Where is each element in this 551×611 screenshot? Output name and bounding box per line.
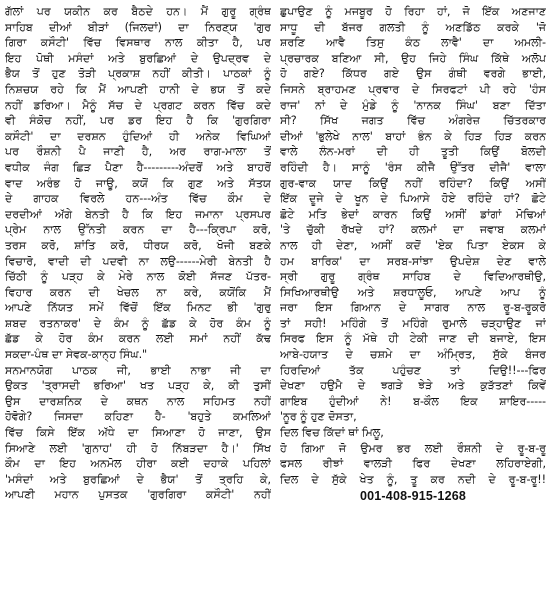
text-line: ਸਾਹਿਬ ਦੀਆਂ ਬੀੜਾਂ (ਜਿਲਦਾਂ) ਦਾ ਨਿਰਣ੍ਯ 'ਗੁਰ [5,20,271,34]
text-line: ਵਿੱਚ ਕਿਸੇ ਇੱਕ ਅੱਧੇ ਦਾ ਸਿਆਣਾ ਹੋ ਜਾਣਾ, ਉਸ [5,426,271,440]
text-line: ਕਸੌਟੀ' ਦਾ ਦਰਸ਼ਨ ਹੁੰਦਿਆਂ ਹੀ ਅਨੇਕ ਵਿਘਿਆਂ [5,129,271,143]
text-line: ਗੱਲਾਂ ਪਰ ਯਕੀਨ ਕਰ ਬੈਠਦੇ ਹਨ। ਮੈਂ ਗੁਰੂ ਗ੍ਰੰਥ [5,5,271,18]
text-line: 'ਤੇ ਚੁੱਕੀ ਰੱਖਦੇ ਹਾਂ? ਕਲਮਾਂ ਦਾ ਜਵਾਬ ਕਲਮਾਂ [280,223,546,237]
text-line: ਦੇ ਗਾਹਕ ਵਿਰਲੇ ਹਨ---ਅੰਤ ਵਿੱਚ ਕੌਮ ਦੇ [5,192,271,206]
text-line: 'ਮਸੰਦਾਂ ਅਤੇ ਬੁਰਛਿਆਂ ਦੇ ਭੈਯ' ਤੋਂ ਤ੍ਰਹਿ ਕੇ, [5,472,271,486]
text-line: ਹਿਰਦਿਆਂ ਤੱਕ ਪਹੁੰਚਣ ਤਾਂ ਦਿਉ!!---ਫਿਰ [280,363,546,377]
text-line: ਸਿਆਣੇ ਲਈ 'ਗੁਨਾਹ' ਹੀ ਹੋ ਨਿੱਬੜਦਾ ਹੈ।' ਸਿੱਖ [5,441,271,455]
text-line: ਤਾਂ ਸਹੀ! ਮਹਿੰਗੇ ਤੋਂ ਮਹਿੰਗੇ ਰੁਮਾਲੇ ਚੜ੍ਹਾਉਣ ਜਾਂ [280,316,546,330]
text-line: ਸ਼ਬਦ ਰਤਨਾਕਰ' ਦੇ ਕੰਮ ਨੂੰ ਛੱਡ ਕੇ ਹੋਰ ਕੰਮ ਨੂੰ [5,316,271,330]
text-line: ਆਬੇ-ਹਯਾਤ ਦੇ ਚਸ਼ਮੇ ਦਾ ਅੰਮ੍ਰਿਤ, ਸੁੱਕੇ ਬੰਜਰ [280,348,546,362]
text-line: ਹੋਵੋਗੇ? ਜਿਸਦਾ ਕਹਿਣਾ ਹੈ- 'ਬਹੁਤੇ ਕਮਲਿਆਂ [5,410,271,424]
text-line: ਸਾਧੂ ਦੀ ਬੱਜਰ ਗਲਤੀ ਨੂੰ ਅਣਡਿੱਠ ਕਰਕੇ 'ਜੋ [280,20,546,34]
text-line: ਪ੍ਰਚਾਰਕ ਬਣਿਆ ਸੀ, ਉਹ ਜਿਹੇ ਸਿੰਘ ਕਿੱਥੇ ਅਲੋਪ [280,51,546,65]
text-line: ਰਹਿੰਦੀ ਹੈ। ਸਾਨੂੰ 'ਰੰਸ ਕੀਜੈ ਉੱਤਰ ਦੀਜੈ' ਵਾਲਾ [280,160,546,174]
text-line: ਭੈਯ ਤੋਂ ਹੁਣ ਤੋੜੀ ਪ੍ਰਕਾਸ਼ ਨਹੀਂ ਕੀਤੀ। ਪਾਠਕਾਂ ਨੂੰ [5,67,271,81]
text-line: ਸ਼ਰਣਿ ਆਵੈ ਤਿਸੁ ਕੰਠ ਲਾਵੈ' ਦਾ ਅਮਲੀ- [280,36,546,50]
text-line: ਹੋ ਗਿਆ ਜੋ ਉਮਰ ਭਰ ਲਈ ਰੌਸ਼ਨੀ ਦੇ ਰੂ-ਬ-ਰੂ [280,441,546,455]
text-line: 'ਨੂਰ ਨੂੰ ਹੁਣ ਦੋਸਤਾ, [280,410,357,424]
text-line: ਆਪਣੀ ਮਹਾਨ ਪੁਸਤਕ 'ਗੁਰਗਿਰਾ ਕਸੌਟੀ' ਨਹੀਂ [5,488,271,502]
text-line: ਆਪਣੇ ਨਿੱਯਤ ਸਮੇਂ ਵਿੱਚੋਂ ਇੱਕ ਮਿਨਟ ਭੀ 'ਗੁਰੁ [5,301,271,315]
text-line: ਗੁਰ-ਵਾਕ ਯਾਦ ਕਿਉਂ ਨਹੀਂ ਰਹਿੰਦਾ? ਕਿਉਂ ਅਸੀਂ [280,176,546,190]
text-line: ਵਿਹਾਰ ਕਰਨ ਦੀ ਖੇਚਲ ਨਾ ਕਰੇ, ਕਯੋਂਕਿ ਮੈਂ [5,285,271,299]
text-line: ਵਧੀਕ ਜੰਗ ਛਿੜ ਪੈਣਾ ਹੈ---------ਅੰਦਰੋਂ ਅਤੇ ਬਾਹਰੋਂ [5,160,271,174]
text-line: ਜਿਸਨੇ ਬ੍ਰਾਹਮਣ ਪ੍ਰਵਾਰ ਦੇ ਸਿਰਫਟਾਂ ਪੀ ਰਹੇ 'ਹੰਸ [280,82,546,96]
text-line: ਉਸ ਦਾਰਸ਼ਨਿਕ ਦੇ ਕਥਨ ਨਾਲ ਸਹਿਮਤ ਨਹੀਂ [5,394,271,408]
right-text-column [280,4,546,611]
text-line: ਵਾਦ ਅਰੰਭ ਹੋ ਜਾਊ, ਕਯੋਂ ਕਿ ਗੁਣ ਅਤੇ ਸੱਤਯ [5,176,271,190]
text-line: ਸਿਰਫ ਇਸ ਨੂੰ ਮੱਥੇ ਹੀ ਟੇਕੀ ਜਾਣ ਦੀ ਬਜਾਏ, ਇਸ [280,332,546,346]
text-line: ਵੀ ਸੰਕੋਚ ਨਹੀਂ, ਪਰ ਡਰ ਇਹ ਹੈ ਕਿ 'ਗੁਰਗਿਰਾ [5,114,271,128]
text-line: ਵਿਚਾਰੋ, ਵਾਦੀ ਦੀ ਪਦਵੀ ਨਾ ਲਉ------ਮੇਰੀ ਬੇਨਤੀ ਹੈ [5,254,271,268]
text-line: ਜਰਾ ਇਸ ਗਿਆਨ ਦੇ ਸਾਗਰ ਨਾਲ ਰੂ-ਬ-ਰੂਕਰੋ [280,301,546,315]
text-line: ਨਿਸ਼ਚਯ ਰਹੇ ਕਿ ਮੈਂ ਆਪਣੀ ਹਾਨੀ ਦੇ ਭਯ ਤੋਂ ਕਦੇ [5,82,271,96]
text-line: ਚਿੱਠੀ ਨੂੰ ਪੜ੍ਹ ਕੇ ਮੇਰੇ ਨਾਲ ਕੋਈ ਸੱਜਣ ਪੱਤਰ- [5,270,271,284]
text-line: ਛੱਡ ਕੇ ਹੋਰ ਕੰਮ ਕਰਨ ਲਈ ਸਮਾਂ ਨਹੀਂ ਕੱਢ [5,332,271,346]
text-line: ਉਕਤ 'ਤ੍ਰਾਸਦੀ ਭਰਿਆ' ਖਤ ਪੜ੍ਹ ਕੇ, ਕੀ ਤੁਸੀਂ [5,379,271,393]
text-line: ਦਿਲ ਦੇ ਸੁੱਕੇ ਖੇਤ ਨੂੰ, ਤੂ ਕਰ ਨਦੀ ਦੇ ਰੂ-ਬ-ਰੂ!! [280,472,546,486]
text-line: ਹਮ ਬਾਰਿਕ' ਦਾ ਸਰਬ-ਸਾਂਝਾ ਉਪਦੇਸ਼ ਦੇਣ ਵਾਲੇ [280,254,546,268]
text-line: ਗਾਇਬ ਹੁੰਦੀਆਂ ਨੇ! ਬ-ਕੌਲ ਇਕ ਸ਼ਾਇਰ----- [280,394,546,408]
text-line: ਛੋਟੇ ਮਤਿ ਭੇਦਾਂ ਕਾਰਨ ਕਿਉਂ ਅਸੀਂ ਡਾਂਗਾਂ ਮੋਢਿਆਂ [280,207,546,221]
text-line: ਕੌਮ ਦਾ ਇਹ ਅਨਮੋਲ ਹੀਰਾ ਕਈ ਦਹਾਕੇ ਪਹਿਲਾਂ [5,457,271,471]
text-line: ਛੁਪਾਉਣ ਨੂੰ ਮਜਬੂਰ ਹੋ ਰਿਹਾ ਹਾਂ, ਜੋ ਇੱਕ ਅਣਜਾਣ [280,5,546,18]
text-line: ਵਾਲੇ ਲੰਨ-ਮਰਾਂ ਦੀ ਹੀ ਤੂਤੀ ਕਿਉਂ ਬੋਲਦੀ [280,145,546,159]
text-line: ਹੋ ਗਏ? ਕਿੱਧਰ ਗਏ ਉਸ ਗੰਥੀ ਵਰਗੇ ਭਾਈ, [280,67,546,81]
text-line: ਨਾਲ ਹੀ ਦੇਣਾ, ਅਸੀਂ ਕਦੋਂ 'ਏਕ ਪਿਤਾ ਏਕਸ ਕੇ [280,238,546,252]
text-line: ਪਰ ਰੌਸ਼ਨੀ ਪੈ ਜਾਣੀ ਹੈ, ਅਰ ਰਾਗ-ਮਾਲਾ ਤੋਂ [5,145,271,159]
text-line: ਦੇਖਣਾ ਹਉਮੈ ਦੇ ਝਗੜੇ ਝੇੜੇ ਅਤੇ ਕੁੜੱਤਣਾਂ ਕਿਵੇਂ [280,379,546,393]
text-line: ਇਹ ਪੋਥੀ ਮਸੰਦਾਂ ਅਤੇ ਬੁਰਛਿਆਂ ਦੇ ਉਪਦ੍ਰਵ ਦੇ [5,51,271,65]
text-line: ਸਨਮਾਨਯੋਗ ਪਾਠਕ ਜੀ, ਭਾਈ ਨਾਭਾ ਜੀ ਦਾ [5,363,271,377]
text-line: ਸਿਖਿਆਰਥੀਉ ਅਤੇ ਸ਼ਰਧਾਲੂਓ, ਆਪਣੇ ਆਪ ਨੂੰ [280,285,546,299]
text-line: ਸੀ? ਸਿੱਖ ਜਗਤ ਵਿੱਚ ਅੰਗਰੇਜ਼ ਚਿੱਤਰਕਾਰ [280,114,546,128]
text-line: ਨਹੀਂ ਡਰਿਆ। ਮੈਨੂੰ ਸੱਚ ਦੇ ਪ੍ਰਗਟ ਕਰਨ ਵਿੱਚ ਕਦੇ [5,98,271,112]
text-line: ਫਸਲ ਰੀਝਾਂ ਵਾਲੜੀ ਫਿਰ ਦੇਖਣਾ ਲਹਿਰਾਏਗੀ, [280,457,546,471]
text-line: ਪ੍ਰੇਮ ਨਾਲ ਉੱਨਤੀ ਕਰਨ ਦਾ ਹੈ---ਕ੍ਰਿਪਾ ਕਰੋ, [5,223,271,237]
text-line: ਦੀਆਂ 'ਭੁਲੇਖੇ ਨਾਲ' ਬਾਹਾਂ ਭੰਨ ਕੇ ਹਿੜ ਹਿੜ ਕਰਨ [280,129,546,143]
text-line: ਸ੍ਰੀ ਗੁਰੂ ਗ੍ਰੰਥ ਸਾਹਿਬ ਦੇ ਵਿਦਿਆਰਥੀਉ, [280,270,546,284]
contact-phone-number: 001-408-915-1268 [359,489,467,504]
text-line: ਸਕਦਾ-ਪੰਥ ਦਾ ਸੇਵਕ-ਕਾਨ੍ਹ ਸਿੰਘ." [5,348,148,362]
left-text-column [5,4,271,611]
text-line: ਰਾਜ' ਨਾਂ ਦੇ ਮੁੰਡੇ ਨੂੰ 'ਨਾਨਕ ਸਿੰਘ' ਬਣਾ ਦਿੱਤਾ [280,98,546,112]
text-line: ਤਰਸ ਕਰੋ, ਸ਼ਾਂਤਿ ਕਰੋ, ਧੀਰਯ ਕਰੋ, ਖੋਜੀ ਬਣਕੇ [5,238,271,252]
text-line: ਦਿਲ ਵਿਚ ਕਿੱਦਾਂ ਥਾਂ ਮਿਲੂ, [280,426,384,440]
text-line: ਦਰਦੀਆਂ ਅੱਗੇ ਬੇਨਤੀ ਹੈ ਕਿ ਇਹ ਜਮਾਨਾ ਪ੍ਰਸਪਰ [5,207,271,221]
text-line: ਗਿਰਾ ਕਸੌਟੀ' ਵਿੱਚ ਵਿਸਥਾਰ ਨਾਲ ਕੀਤਾ ਹੈ, ਪਰ [5,36,271,50]
text-line: ਇੱਕ ਦੂਜੇ ਦੇ ਖੂਨ ਦੇ ਪਿਆਸੇ ਹੋਏ ਰਹਿੰਦੇ ਹਾਂ? ਛੋਟੇ [280,192,546,206]
